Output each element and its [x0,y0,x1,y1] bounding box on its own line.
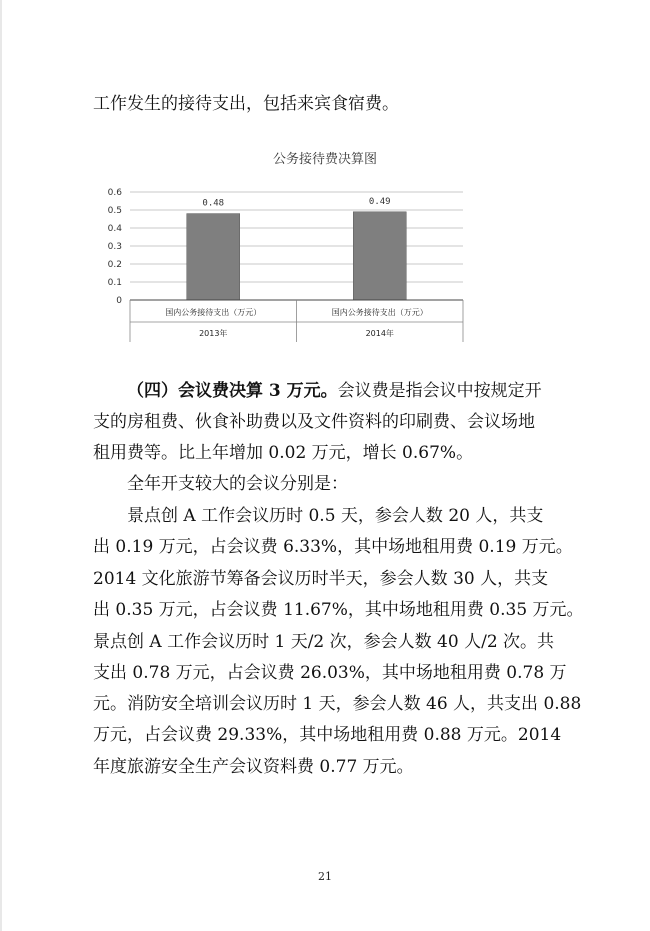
page-number: 21 [318,870,332,883]
body-line: 万元，占会议费 29.33%，其中场地租用费 0.88 万元。2014 [93,725,562,745]
y-tick-label: 0.4 [107,224,122,234]
body-line: 年度旅游安全生产会议资料费 0.77 万元。 [93,757,414,777]
section-4-line [127,381,542,401]
x-group-label: 2013年 [199,329,228,338]
y-tick-label: 0 [116,296,122,306]
section-4-text: 会议费是指会议中按规定开 [337,381,542,401]
data-label: 0.49 [368,196,391,207]
x-group-label: 2014年 [365,329,394,338]
y-tick-label: 0.3 [107,242,122,252]
body-line: 出 0.35 万元，占会议费 11.67%，其中场地租用费 0.35 万元。 [93,600,584,620]
y-tick-label: 0.5 [107,206,122,216]
body-line: 支出 0.78 万元，占会议费 26.03%，其中场地租用费 0.78 万 [93,663,567,683]
body-line: 支的房租费、伙食补助费以及文件资料的印刷费、会议场地 [93,412,535,432]
data-label: 0.48 [202,198,225,209]
body-line: 2014 文化旅游节筹备会议历时半天，参会人数 30 人，共支 [93,569,549,589]
body-line: 元。消防安全培训会议历时 1 天，参会人数 46 人，共支出 0.88 [93,694,582,714]
y-tick-label: 0.6 [107,188,122,198]
x-tick-label: 国内公务接待支出（万元） [165,308,262,317]
chart [95,175,475,345]
body-line: 景点创 A 工作会议历时 1 天/2 次，参会人数 40 人/2 次。共 [93,632,555,652]
x-tick-label: 国内公务接待支出（万元） [331,308,428,317]
y-tick-label: 0.1 [107,278,122,288]
body-line: 景点创 A 工作会议历时 0.5 天，参会人数 20 人，共支 [127,506,544,526]
y-tick-label: 0.2 [107,260,122,270]
body-line: 全年开支较大的会议分别是： [127,474,348,494]
body-line: 工作发生的接待支出，包括来宾食宿费。 [93,94,399,114]
section-4-heading: （四）会议费决算 3 万元。 [127,381,338,401]
body-line: 出 0.19 万元，占会议费 6.33%，其中场地租用费 0.19 万元。 [93,537,573,557]
body-line: 租用费等。比上年增加 0.02 万元，增长 0.67%。 [93,443,474,463]
page-edge [0,0,2,931]
bar [353,212,406,300]
bar [187,214,240,300]
chart-title: 公务接待费决算图 [272,152,377,167]
